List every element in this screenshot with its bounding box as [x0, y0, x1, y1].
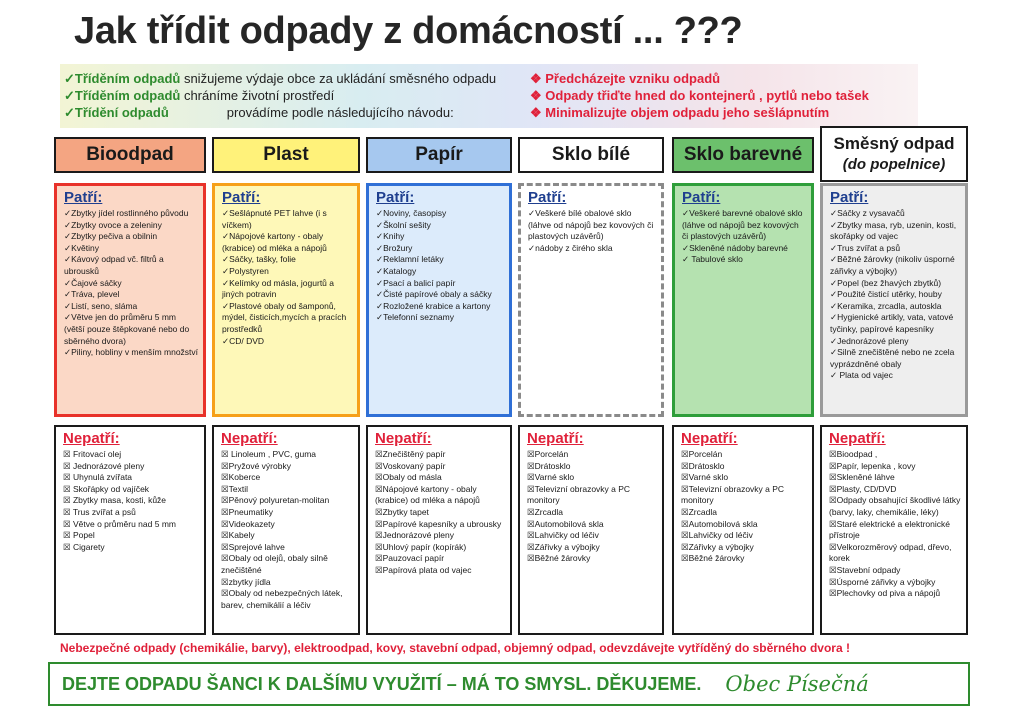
list-item: ☒ Fritovací olej — [63, 449, 122, 459]
header-sklo-barevne: Sklo barevné — [672, 137, 814, 173]
belongs-list — [369, 208, 509, 324]
list-item: ✓Zbytky masa, ryb, uzenin, kosti, skořápky od vajec — [830, 219, 957, 242]
list-item: ✓Použité čisticí utěrky, houby — [830, 289, 942, 300]
list-item: ☒Plechovky od piva a nápojů — [829, 588, 941, 599]
list-item: ✓ Tabulové sklo — [682, 254, 743, 265]
list-item: ☒Papírová plata od vajec — [375, 564, 472, 575]
not-belongs-list — [214, 449, 358, 611]
belongs-list — [521, 208, 661, 254]
tips-list — [530, 70, 869, 121]
list-item: ✓Plastové obaly od šamponů, mýdel, čisticích,mycích a pracích prostředků — [222, 300, 347, 334]
not-belongs-box-plast — [212, 425, 360, 635]
list-item: ☒Obaly od nebezpečných látek, barev, chemikálií a léčiv — [221, 588, 343, 610]
header-smesny-subtitle: (do popelnice) — [842, 156, 946, 173]
list-item: ✓Knihy — [376, 231, 405, 242]
header-plast: Plast — [212, 137, 360, 173]
belongs-list — [57, 208, 203, 359]
list-item: ☒ Jednorázové pleny — [63, 460, 145, 471]
list-item: ☒Televizní obrazovky a PC monitory — [527, 483, 631, 506]
list-item: ☒Zrcadla — [681, 506, 717, 517]
benefits-list — [64, 70, 496, 121]
list-item: ✓Květiny — [64, 242, 99, 253]
list-item: ☒Papír, lepenka , kovy — [829, 460, 916, 471]
list-item: ✓Sáčky z vysavačů — [830, 208, 905, 218]
belongs-box-sklo-bile — [518, 183, 664, 417]
not-belongs-heading: Nepatří: — [221, 430, 278, 447]
benefit-item — [64, 104, 496, 121]
list-item: ☒ Trus zvířat a psů — [63, 506, 136, 517]
list-item: ☒ Linoleum , PVC, guma — [221, 449, 317, 459]
list-item: ✓Noviny, časopisy — [376, 208, 447, 218]
list-item: ✓Telefonní seznamy — [376, 312, 454, 323]
list-item: ☒Drátosklo — [527, 460, 571, 471]
not-belongs-heading: Nepatří: — [829, 430, 886, 447]
not-belongs-box-sklo-barevne — [672, 425, 814, 635]
page-title: Jak třídit odpady z domácností ... ??? — [74, 10, 743, 52]
list-item: ☒Úsporné zářivky a výbojky — [829, 576, 936, 587]
list-item: ✓Kávový odpad vč. filtrů a ubrousků — [64, 254, 164, 276]
list-item: ☒Drátosklo — [681, 460, 725, 471]
list-item: ☒Zrcadla — [527, 506, 563, 517]
list-item: ☒Lahvičky od léčiv — [681, 530, 753, 541]
not-belongs-box-sklo-bile — [518, 425, 664, 635]
belongs-box-sklo-barevne — [672, 183, 814, 417]
belongs-heading: Patří: — [222, 189, 261, 206]
list-item: ✓Silně znečištěné nebo ne zcela vyprázdněné obaly — [830, 347, 955, 369]
list-item: ✓Popel (bez žhavých zbytků) — [830, 277, 942, 288]
list-item: ☒Lahvičky od léčiv — [527, 530, 599, 541]
belongs-box-plast — [212, 183, 360, 417]
list-item: ☒ Cigarety — [63, 541, 105, 552]
list-item: ✓Keramika, zrcadla, autoskla — [830, 300, 942, 311]
header-smesny-title: Směsný odpad — [833, 134, 955, 153]
list-item: ☒Obaly od másla — [375, 472, 442, 483]
list-item: ✓Zbytky ovoce a zeleniny — [64, 219, 162, 230]
benefit-text: chráníme životní prostředí — [180, 88, 335, 103]
list-item: ☒Pneumatiky — [221, 506, 274, 517]
header-sklo-bile: Sklo bílé — [518, 137, 664, 173]
belongs-box-smesny — [820, 183, 968, 417]
not-belongs-list — [822, 449, 966, 600]
list-item: ☒Pěnový polyuretan-molitan — [221, 495, 330, 506]
benefit-strong: ✓Třídění odpadů — [64, 105, 169, 120]
list-item: ☒Porcelán — [681, 449, 723, 459]
list-item: ☒Zářivky a výbojky — [527, 541, 600, 552]
list-item: ☒Obaly od olejů, obaly silně znečištěné — [221, 553, 328, 575]
list-item: ☒Zbytky tapet — [375, 506, 429, 517]
list-item: ☒Běžné žárovky — [527, 553, 591, 564]
list-item: ☒ Skořápky od vajíček — [63, 483, 150, 494]
list-item: ✓Polystyren — [222, 265, 269, 276]
list-item: ✓Kelímky od másla, jogurtů a jiných potravin — [222, 277, 335, 300]
list-item: ✓CD/ DVD — [222, 335, 265, 346]
list-item: ☒Automobilová skla — [681, 518, 758, 529]
list-item: ✓Čajové sáčky — [64, 277, 122, 288]
not-belongs-list — [368, 449, 510, 577]
belongs-heading: Patří: — [376, 189, 415, 206]
not-belongs-list — [520, 449, 662, 565]
list-item: ☒Plasty, CD/DVD — [829, 483, 897, 494]
list-item: ☒Kabely — [221, 530, 255, 541]
header-smesny-odpad — [820, 126, 968, 182]
benefit-item — [64, 87, 496, 104]
list-item: ☒Papírové kapesníky a ubrousky — [375, 518, 502, 529]
not-belongs-heading: Nepatří: — [527, 430, 584, 447]
list-item: ✓Trus zvířat a psů — [830, 242, 901, 253]
belongs-box-papir — [366, 183, 512, 417]
list-item: ☒Sprejové lahve — [221, 541, 285, 552]
not-belongs-heading: Nepatří: — [681, 430, 738, 447]
belongs-heading: Patří: — [682, 189, 721, 206]
list-item: ✓Piliny, hobliny v menším množství — [64, 347, 199, 358]
list-item: ☒Varné sklo — [527, 472, 575, 483]
list-item: ☒Znečištěný papír — [375, 449, 446, 459]
list-item: ✓Brožury — [376, 242, 413, 253]
hazardous-waste-note: Nebezpečné odpady (chemikálie, barvy), elektroodpad, kovy, stavební odpad, objemný odpad, odevzdávejte vytříděný do sběrného dvora ! — [60, 641, 850, 655]
list-item: ☒Koberce — [221, 472, 261, 483]
list-item: ✓Běžné žárovky (nikoliv úsporné zářivky a výbojky) — [830, 254, 955, 276]
list-item: ✓Zbytky pečiva a obilnin — [64, 231, 158, 242]
list-item: ☒Pauzovací papír — [375, 553, 445, 564]
not-belongs-heading: Nepatří: — [375, 430, 432, 447]
belongs-list — [675, 208, 811, 266]
list-item: ☒ Popel — [63, 530, 95, 541]
belongs-box-bioodpad — [54, 183, 206, 417]
banner-text: DEJTE ODPADU ŠANCI K DALŠÍMU VYUŽITÍ – MÁ TO SMYSL. DĚKUJEME. — [62, 673, 702, 694]
benefit-text: snižujeme výdaje obce za ukládání směsného odpadu — [180, 71, 497, 86]
belongs-heading: Patří: — [64, 189, 103, 206]
belongs-list — [215, 208, 357, 347]
list-item: ☒Bioodpad , — [829, 449, 878, 459]
list-item: ✓ Plata od vajec — [830, 370, 893, 381]
banner-signature: Obec Písečná — [725, 672, 869, 696]
list-item: ☒zbytky jídla — [221, 576, 271, 587]
list-item: ☒ Větve o průměru nad 5 mm — [63, 518, 176, 529]
benefit-strong: ✓Tříděním odpadů — [64, 71, 181, 86]
not-belongs-box-papir — [366, 425, 512, 635]
list-item: ✓Čisté papírové obaly a sáčky — [376, 289, 492, 300]
list-item: ☒Velkorozměrový odpad, dřevo, korek — [829, 541, 952, 564]
benefit-item — [64, 70, 496, 87]
list-item: ✓Reklamní letáky — [376, 254, 444, 265]
benefit-strong: ✓Tříděním odpadů — [64, 88, 181, 103]
list-item: ✓Větve jen do průměru 5 mm (větší pouze štěpkované nebo do sběrného dvora) — [64, 312, 190, 346]
not-belongs-heading: Nepatří: — [63, 430, 120, 447]
list-item: ✓Psací a balicí papír — [376, 277, 456, 288]
list-item: ☒ Zbytky masa, kosti, kůže — [63, 495, 167, 506]
belongs-list — [823, 208, 965, 382]
list-item: ✓Veškeré bílé obalové sklo (láhve od nápojů bez kovových či plastových uzávěrů) — [528, 208, 654, 242]
list-item: ✓nádoby z čirého skla — [528, 242, 613, 253]
not-belongs-list — [674, 449, 812, 565]
list-item: ✓Skleněné nádoby barevné — [682, 242, 788, 253]
list-item: ☒Textil — [221, 483, 248, 494]
list-item: ✓Nápojové kartony - obaly (krabice) od mléka a nápojů — [222, 231, 327, 253]
list-item: ☒Varné sklo — [681, 472, 729, 483]
list-item: ☒Jednorázové pleny — [375, 530, 454, 541]
belongs-heading: Patří: — [528, 189, 567, 206]
list-item: ☒Voskovaný papír — [375, 460, 446, 471]
list-item: ☒Stavební odpady — [829, 564, 901, 575]
list-item: ☒Nápojové kartony - obaly (krabice) od mléka a nápojů — [375, 483, 480, 506]
closing-banner — [48, 662, 970, 706]
list-item: ✓Jednorázové pleny — [830, 335, 909, 346]
belongs-heading: Patří: — [830, 189, 869, 206]
list-item: ☒Pryžové výrobky — [221, 460, 291, 471]
list-item: ✓Zbytky jídel rostlinného původu — [64, 208, 189, 218]
benefit-text: provádíme podle následujícího návodu: — [226, 105, 454, 120]
list-item: ✓Tráva, plevel — [64, 289, 120, 300]
list-item: ☒Automobilová skla — [527, 518, 604, 529]
list-item: ☒Staré elektrické a elektronické přístroje — [829, 518, 951, 541]
list-item: ✓Veškeré barevné obalové sklo (láhve od nápojů bez kovových či plastových uzávěrů) — [682, 208, 803, 242]
list-item: ☒Skleněné láhve — [829, 472, 895, 483]
list-item: ✓Rozložené krabice a kartony — [376, 300, 491, 311]
list-item: ☒Porcelán — [527, 449, 569, 459]
list-item: ✓Sešlápnuté PET lahve (i s víčkem) — [222, 208, 327, 230]
tip-item: ❖ Předcházejte vzniku odpadů — [530, 71, 721, 86]
list-item: ☒Videokazety — [221, 518, 275, 529]
header-papir: Papír — [366, 137, 512, 173]
tip-item: ❖ Odpady třiďte hned do kontejnerů , pytlů nebo tašek — [530, 88, 869, 103]
header-bioodpad: Bioodpad — [54, 137, 206, 173]
list-item: ☒Uhlový papír (kopírák) — [375, 541, 467, 552]
list-item: ☒Zářivky a výbojky — [681, 541, 754, 552]
not-belongs-list — [56, 449, 204, 553]
list-item: ☒Odpady obsahující škodlivé látky (barvy, laky, chemikálie, léky) — [829, 495, 961, 517]
list-item: ✓Sáčky, tašky, folie — [222, 254, 296, 265]
tip-item: ❖ Minimalizujte objem odpadu jeho sešlápnutím — [530, 105, 830, 120]
not-belongs-box-smesny — [820, 425, 968, 635]
list-item: ☒Televizní obrazovky a PC monitory — [681, 483, 785, 506]
list-item: ☒Běžné žárovky — [681, 553, 745, 564]
list-item: ✓Katalogy — [376, 265, 417, 276]
list-item: ✓Listí, seno, sláma — [64, 300, 138, 311]
list-item: ✓Hygienické artikly, vata, vatové tyčinky, papírové kapesníky — [830, 312, 954, 334]
list-item: ✓Školní sešity — [376, 219, 431, 230]
list-item: ☒ Uhynulá zvířata — [63, 472, 133, 483]
not-belongs-box-bioodpad — [54, 425, 206, 635]
